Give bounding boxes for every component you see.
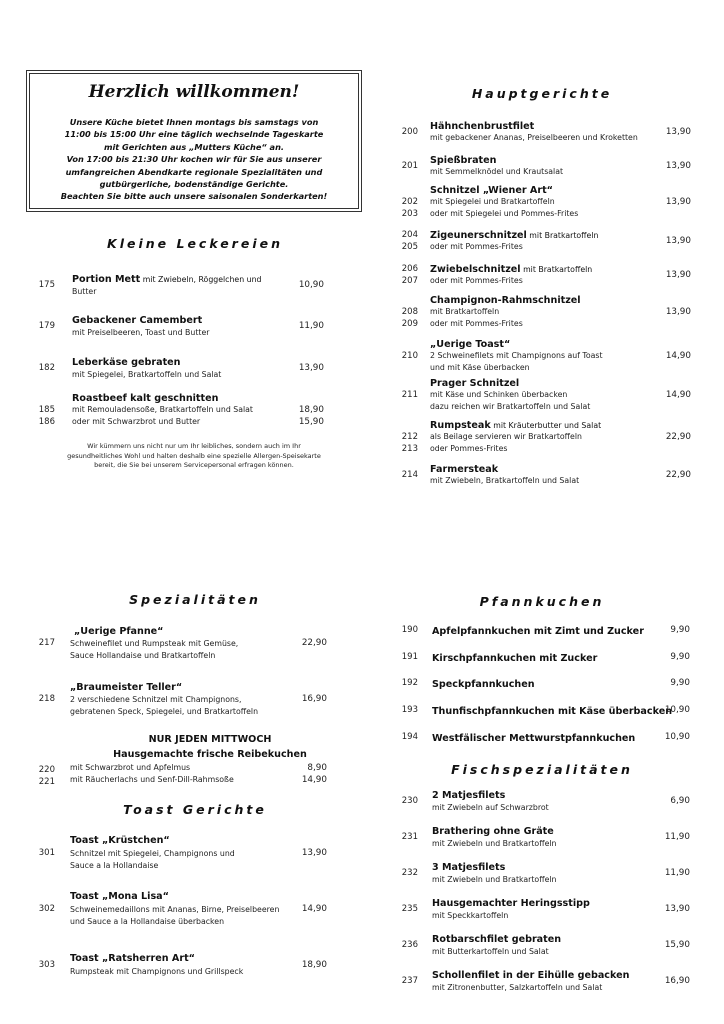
item-desc: mit Bratkartoffeln (430, 307, 500, 316)
item-number: 237 (401, 976, 418, 986)
item-number: 230 (401, 796, 418, 806)
item-number: 182 (38, 363, 55, 373)
item-price: 10,90 (664, 705, 690, 715)
item-desc: oder Pommes-Frites (430, 444, 508, 453)
item-price: 10,90 (298, 280, 324, 290)
item-number: 303 (38, 960, 55, 970)
note-line: bereit, die Sie bei unserem Servicepersonal erfragen können. (94, 461, 294, 470)
item-desc: mit gebackener Ananas, Preiselbeeren und Kroketten (430, 133, 638, 142)
kleine-title: Kleine Leckereien (107, 236, 283, 251)
item-name (430, 339, 510, 350)
item-price: 14,90 (301, 904, 327, 914)
item-number: 186 (38, 417, 55, 427)
item-desc: mit Räucherlachs und Senf-Dill-Rahmsoße (70, 775, 234, 784)
item-name (430, 230, 598, 241)
item-name-text: Prager Schnitzel (430, 378, 520, 389)
item-number: 231 (401, 832, 418, 842)
item-price: 8,90 (307, 763, 327, 773)
item-name: Thunfischpfannkuchen mit Käse überbacken (432, 706, 673, 717)
item-name-text: Champignon-Rahmschnitzel (430, 295, 581, 306)
note-line: Wir kümmern uns nicht nur um Ihr leibliches, sondern auch im Ihr (87, 442, 301, 450)
welcome-line: mit Gerichten aus „Mutters Küche“ an. (103, 141, 285, 152)
item-price: 18,90 (301, 960, 327, 970)
item-name-text: Rumpsteak (430, 420, 491, 431)
item-number: 236 (401, 940, 418, 950)
item-name: Speckpfannkuchen (432, 679, 535, 690)
item-name-text: Portion Mett (72, 274, 141, 285)
item-inline-desc: mit Bratkartoffeln (520, 265, 593, 274)
item-number: 192 (401, 678, 418, 688)
item-price: 18,90 (298, 405, 324, 415)
note-line: gesundheitliches Wohl und halten deshalb eine spezielle Allergen-Speisekarte (67, 451, 321, 460)
item-number: 202 (401, 197, 418, 207)
item-name: Apfelpfannkuchen mit Zimt und Zucker (432, 626, 644, 637)
item-number: 211 (401, 390, 418, 400)
item-name (430, 295, 581, 306)
mittwoch-heading: NUR JEDEN MITTWOCH (148, 734, 272, 745)
item-desc: mit Butterkartoffeln und Salat (432, 947, 549, 956)
item-name: Hausgemachter Heringsstipp (432, 898, 590, 909)
allergen-note (8, 442, 380, 471)
item-number: 203 (401, 209, 418, 219)
item-price: 9,90 (670, 625, 690, 635)
item-desc: und mit Käse überbacken (430, 363, 530, 372)
item-name: „Uerige Pfanne“ (74, 626, 164, 637)
welcome-line: Von 17:00 bis 21:30 Uhr kochen wir für Sie aus unserer (66, 154, 322, 165)
item-number: 185 (38, 405, 55, 415)
item-price: 11,90 (664, 832, 690, 842)
item-name: Leberkäse gebraten (72, 357, 181, 368)
item-desc: mit Remouladensoße, Bratkartoffeln und Salat (72, 405, 253, 414)
item-desc: Sauce a la Hollandaise (70, 861, 159, 870)
item-desc: gebratenen Speck, Spiegelei, und Bratkartoffeln (70, 707, 259, 716)
item-desc: mit Spiegelei, Bratkartoffeln und Salat (72, 370, 222, 379)
item-inline-desc: mit Zwiebeln, Röggelchen und (140, 275, 262, 284)
item-price: 22,90 (301, 638, 327, 648)
welcome-line: Unsere Küche bietet Ihnen montags bis samstags von (69, 117, 319, 127)
spezial-title: Spezialitäten (129, 592, 261, 607)
item-price: 13,90 (301, 848, 327, 858)
item-desc: 2 verschiedene Schnitzel mit Champignons, (70, 695, 242, 704)
item-price: 16,90 (301, 694, 327, 704)
item-number: 209 (401, 319, 418, 329)
item-desc: mit Zitronenbutter, Salzkartoffeln und Salat (432, 983, 603, 992)
item-number: 200 (401, 127, 418, 137)
item-name: Schollenfilet in der Eihülle gebacken (432, 970, 630, 981)
item-name (430, 378, 519, 389)
item-price: 13,90 (665, 161, 691, 171)
item-desc: mit Zwiebeln, Bratkartoffeln und Salat (430, 476, 580, 485)
item-name: Gebackener Camembert (72, 315, 203, 326)
item-number: 214 (401, 470, 418, 480)
item-name (430, 464, 498, 475)
item-desc: mit Schwarzbrot und Apfelmus (70, 763, 191, 772)
item-price: 13,90 (665, 307, 691, 317)
item-price: 9,90 (670, 652, 690, 662)
item-number: 179 (38, 321, 55, 331)
item-number: 301 (38, 848, 55, 858)
item-name-text: Zwiebelschnitzel (430, 264, 521, 275)
haupt-title: Hauptgerichte (471, 86, 613, 101)
item-price: 13,90 (665, 127, 691, 137)
item-number: 204 (401, 230, 418, 240)
item-inline-desc: mit Bratkartoffeln (526, 231, 599, 240)
item-desc: mit Preiselbeeren, Toast und Butter (72, 328, 210, 337)
item-desc: Schnitzel mit Spiegelei, Champignons und (70, 849, 235, 858)
item-name-text: Farmersteak (430, 464, 499, 475)
item-number: 191 (401, 652, 418, 662)
item-number: 217 (38, 638, 55, 648)
item-name: Toast „Ratsherren Art“ (70, 953, 195, 964)
item-number: 193 (401, 705, 418, 715)
item-number: 218 (38, 694, 55, 704)
item-price: 13,90 (665, 236, 691, 246)
item-number: 235 (401, 904, 418, 914)
welcome-title: Herzlich willkommen! (88, 82, 300, 102)
item-name: Toast „Mona Lisa“ (70, 891, 169, 902)
item-number: 210 (401, 351, 418, 361)
item-desc: oder mit Pommes-Frites (430, 276, 523, 285)
item-name-text: Schnitzel „Wiener Art“ (430, 185, 553, 196)
item-name-text: Hähnchenbrustfilet (430, 121, 535, 132)
item-name (72, 274, 261, 285)
item-desc: mit Speckkartoffeln (432, 911, 509, 920)
item-price: 11,90 (298, 321, 324, 331)
item-name (430, 420, 601, 431)
welcome-line: gutbürgerliche, bodenständige Gerichte. (99, 179, 289, 190)
item-number: 212 (401, 432, 418, 442)
item-desc: Schweinemedaillons mit Ananas, Birne, Preiselbeeren (70, 905, 280, 914)
toast-title: Toast Gerichte (123, 802, 267, 817)
welcome-line: 11:00 bis 15:00 Uhr eine täglich wechselnde Tageskarte (64, 129, 324, 140)
item-price: 11,90 (664, 868, 690, 878)
item-desc: Rumpsteak mit Champignons und Grillspeck (70, 967, 244, 976)
item-price: 13,90 (664, 904, 690, 914)
item-desc: und Sauce a la Hollandaise überbacken (70, 917, 225, 926)
item-price: 13,90 (665, 197, 691, 207)
item-name-text: „Uerige Toast“ (430, 339, 511, 350)
item-number: 213 (401, 444, 418, 454)
item-name: „Braumeister Teller“ (70, 682, 183, 693)
welcome-line: Beachten Sie bitte auch unsere saisonalen Sonderkarten! (60, 191, 328, 202)
item-name: Westfälischer Mettwurstpfannkuchen (432, 733, 636, 744)
item-number: 190 (401, 625, 418, 635)
item-number: 205 (401, 242, 418, 252)
item-desc: oder mit Pommes-Frites (430, 242, 523, 251)
item-name (430, 121, 534, 132)
item-name: Kirschpfannkuchen mit Zucker (432, 653, 598, 664)
item-name: Roastbeef kalt geschnitten (72, 393, 219, 404)
item-name: Toast „Krüstchen“ (70, 835, 170, 846)
item-price: 16,90 (664, 976, 690, 986)
item-name (430, 264, 592, 275)
item-number: 232 (401, 868, 418, 878)
welcome-text (34, 116, 354, 203)
item-price: 14,90 (665, 390, 691, 400)
item-name-text: Zigeunerschnitzel (430, 230, 527, 241)
item-name-text: Spießbraten (430, 155, 497, 166)
item-number: 194 (401, 732, 418, 742)
item-name (430, 185, 553, 196)
item-desc: oder mit Pommes-Frites (430, 319, 523, 328)
item-desc: Butter (72, 287, 97, 296)
item-number: 206 (401, 264, 418, 274)
item-price: 10,90 (664, 732, 690, 742)
item-desc: mit Semmelknödel und Krautsalat (430, 167, 564, 176)
item-number: 208 (401, 307, 418, 317)
pfann-title: Pfannkuchen (479, 594, 605, 609)
item-number: 302 (38, 904, 55, 914)
fisch-title: Fischspezialitäten (451, 762, 633, 777)
item-inline-desc: mit Kräuterbutter und Salat (490, 421, 602, 430)
item-name: Rotbarschfilet gebraten (432, 934, 562, 945)
item-desc: als Beilage servieren wir Bratkartoffeln (430, 432, 582, 441)
item-price: 13,90 (665, 270, 691, 280)
item-number: 221 (38, 777, 55, 787)
item-price: 13,90 (298, 363, 324, 373)
item-number: 201 (401, 161, 418, 171)
item-price: 15,90 (298, 417, 324, 427)
item-price: 14,90 (665, 351, 691, 361)
item-price: 6,90 (670, 796, 690, 806)
item-desc: mit Käse und Schinken überbacken (430, 390, 568, 399)
item-desc: Schweinefilet und Rumpsteak mit Gemüse, (70, 639, 239, 648)
item-price: 9,90 (670, 678, 690, 688)
mittwoch-subheading: Hausgemachte frische Reibekuchen (113, 749, 307, 760)
item-desc: Sauce Hollandaise und Bratkartoffeln (70, 651, 216, 660)
item-name (430, 155, 496, 166)
item-desc: mit Zwiebeln und Bratkartoffeln (432, 875, 557, 884)
item-desc: oder mit Schwarzbrot und Butter (72, 417, 201, 426)
item-desc: dazu reichen wir Bratkartoffeln und Salat (430, 402, 591, 411)
item-name: Brathering ohne Gräte (432, 826, 554, 837)
welcome-line: umfangreichen Abendkarte regionale Spezialitäten und (65, 166, 323, 177)
item-desc: mit Zwiebeln und Bratkartoffeln (432, 839, 557, 848)
item-desc: mit Zwiebeln auf Schwarzbrot (432, 803, 549, 812)
item-price: 22,90 (665, 432, 691, 442)
welcome-box (29, 73, 359, 209)
item-number: 220 (38, 765, 55, 775)
item-price: 22,90 (665, 470, 691, 480)
item-number: 207 (401, 276, 418, 286)
item-number: 175 (38, 280, 55, 290)
item-name: 2 Matjesfilets (432, 790, 506, 801)
item-price: 14,90 (301, 775, 327, 785)
item-desc: oder mit Spiegelei und Pommes-Frites (430, 209, 579, 218)
item-price: 15,90 (664, 940, 690, 950)
item-name: 3 Matjesfilets (432, 862, 506, 873)
item-desc: 2 Schweinefilets mit Champignons auf Toast (430, 351, 603, 360)
item-desc: mit Spiegelei und Bratkartoffeln (430, 197, 555, 206)
